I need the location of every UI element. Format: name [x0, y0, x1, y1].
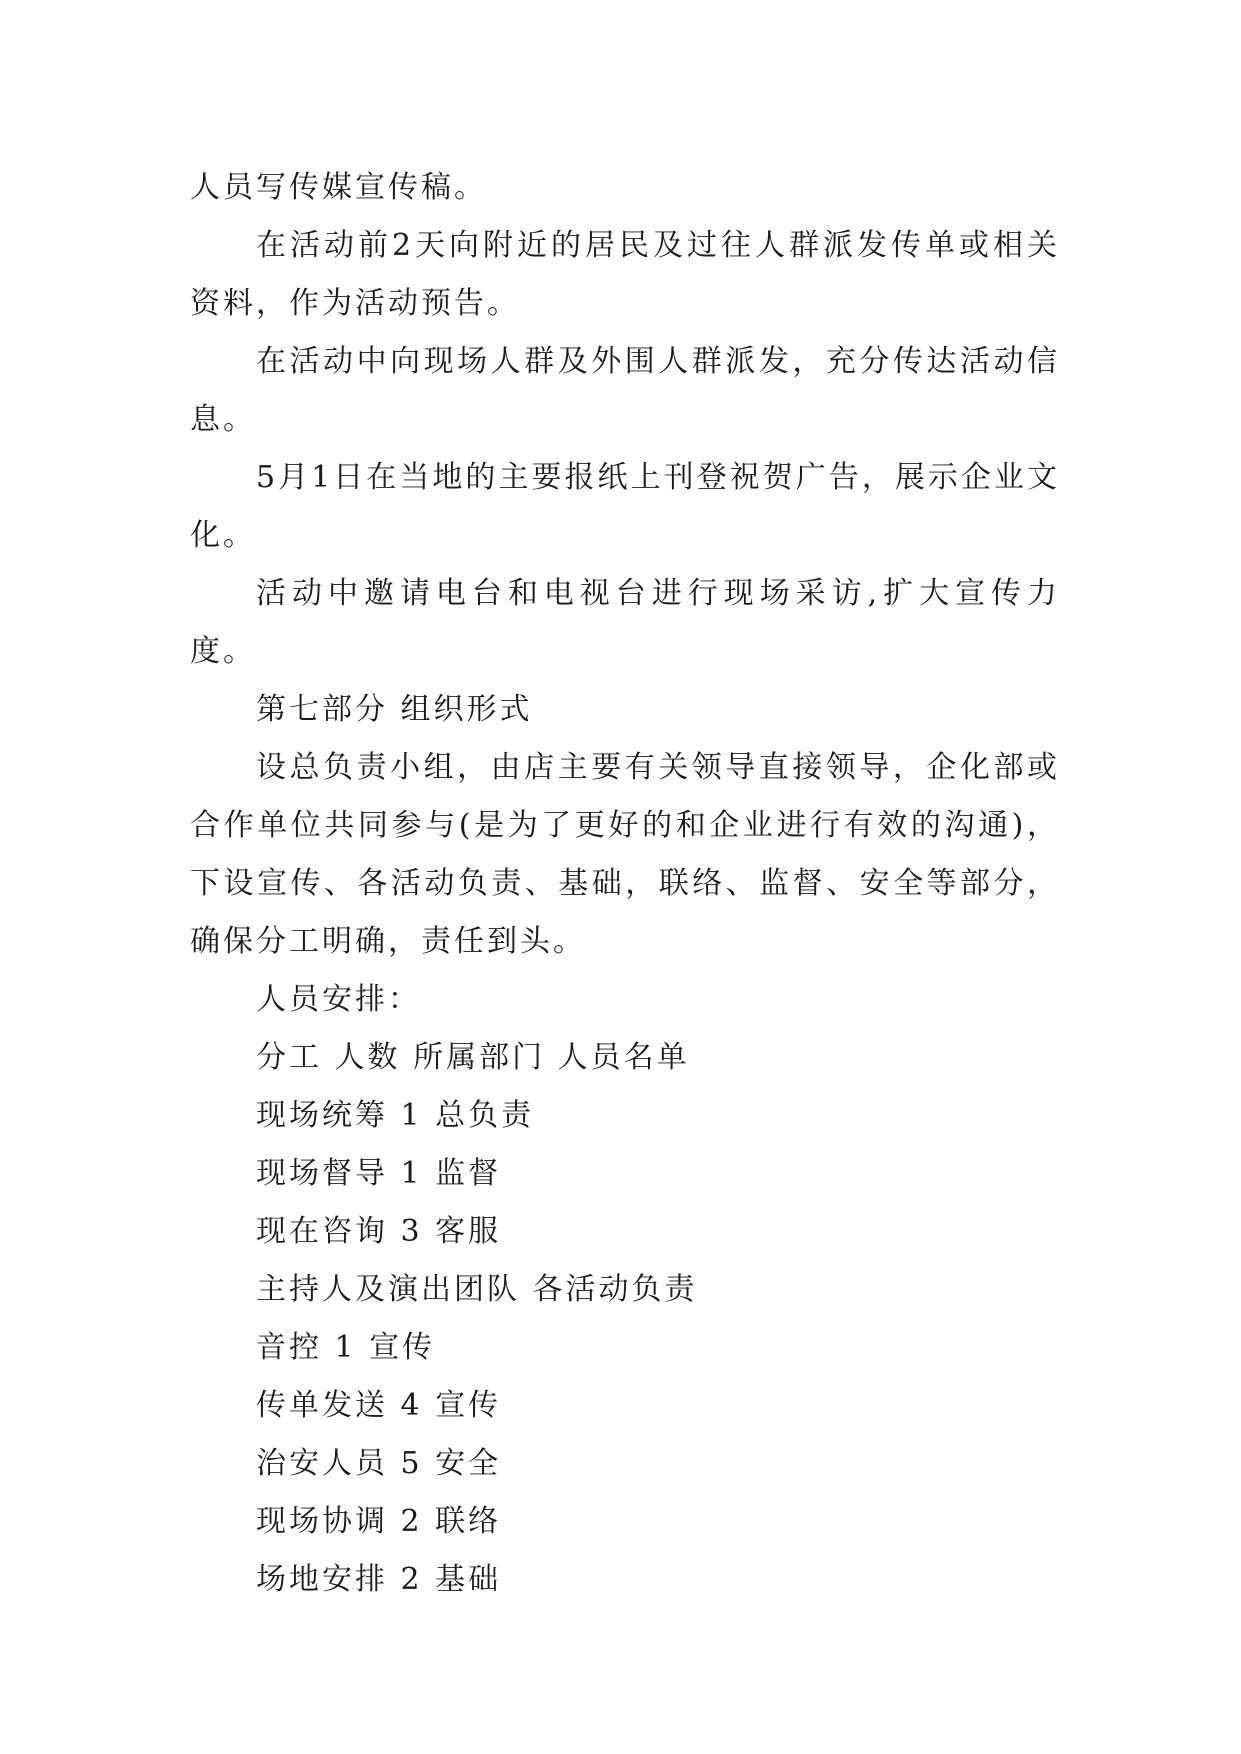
- staff-table-row: 音控 1 宣传: [256, 1330, 436, 1365]
- paragraph-flyer-preview: 在活动前2天向附近的居民及过往人群派发传单或相关资料，作为活动预告。: [190, 228, 1060, 321]
- staff-table-row: 主持人及演出团队 各活动负责: [256, 1272, 698, 1307]
- paragraph-organization: 设总负责小组，由店主要有关领导直接领导，企化部或合作单位共同参与(是为了更好的和企业进行有效的沟通)，下设宣传、各活动负责、基础，联络、监督、安全等部分，确保分工明确，责任到头。: [190, 750, 1060, 959]
- staff-table-row: 现场统筹 1 总负责: [256, 1098, 535, 1133]
- staff-table-row: 传单发送 4 宣传: [256, 1388, 502, 1423]
- paragraph-newspaper-ad: 5月1日在当地的主要报纸上刊登祝贺广告，展示企业文化。: [190, 460, 1060, 553]
- staff-table-row: 场地安排 2 基础: [256, 1562, 502, 1597]
- staff-table-row: 现场协调 2 联络: [256, 1504, 502, 1539]
- staff-table-row: 治安人员 5 安全: [256, 1446, 502, 1481]
- staff-table-header: 分工 人数 所属部门 人员名单: [256, 1040, 690, 1075]
- staff-table-row: 现在咨询 3 客服: [256, 1214, 502, 1249]
- paragraph-media-interview: 活动中邀请电台和电视台进行现场采访,扩大宣传力度。: [190, 576, 1060, 669]
- paragraph-flyer-onsite: 在活动中向现场人群及外围人群派发，充分传达活动信息。: [190, 344, 1060, 437]
- staff-arrangement-label: 人员安排：: [256, 982, 421, 1017]
- section-heading: 第七部分 组织形式: [256, 692, 533, 727]
- document-body: [190, 159, 1060, 1609]
- staff-table: [190, 1029, 1060, 1609]
- staff-table-row: 现场督导 1 监督: [256, 1156, 502, 1191]
- paragraph-continuation: 人员写传媒宣传稿。: [190, 170, 487, 205]
